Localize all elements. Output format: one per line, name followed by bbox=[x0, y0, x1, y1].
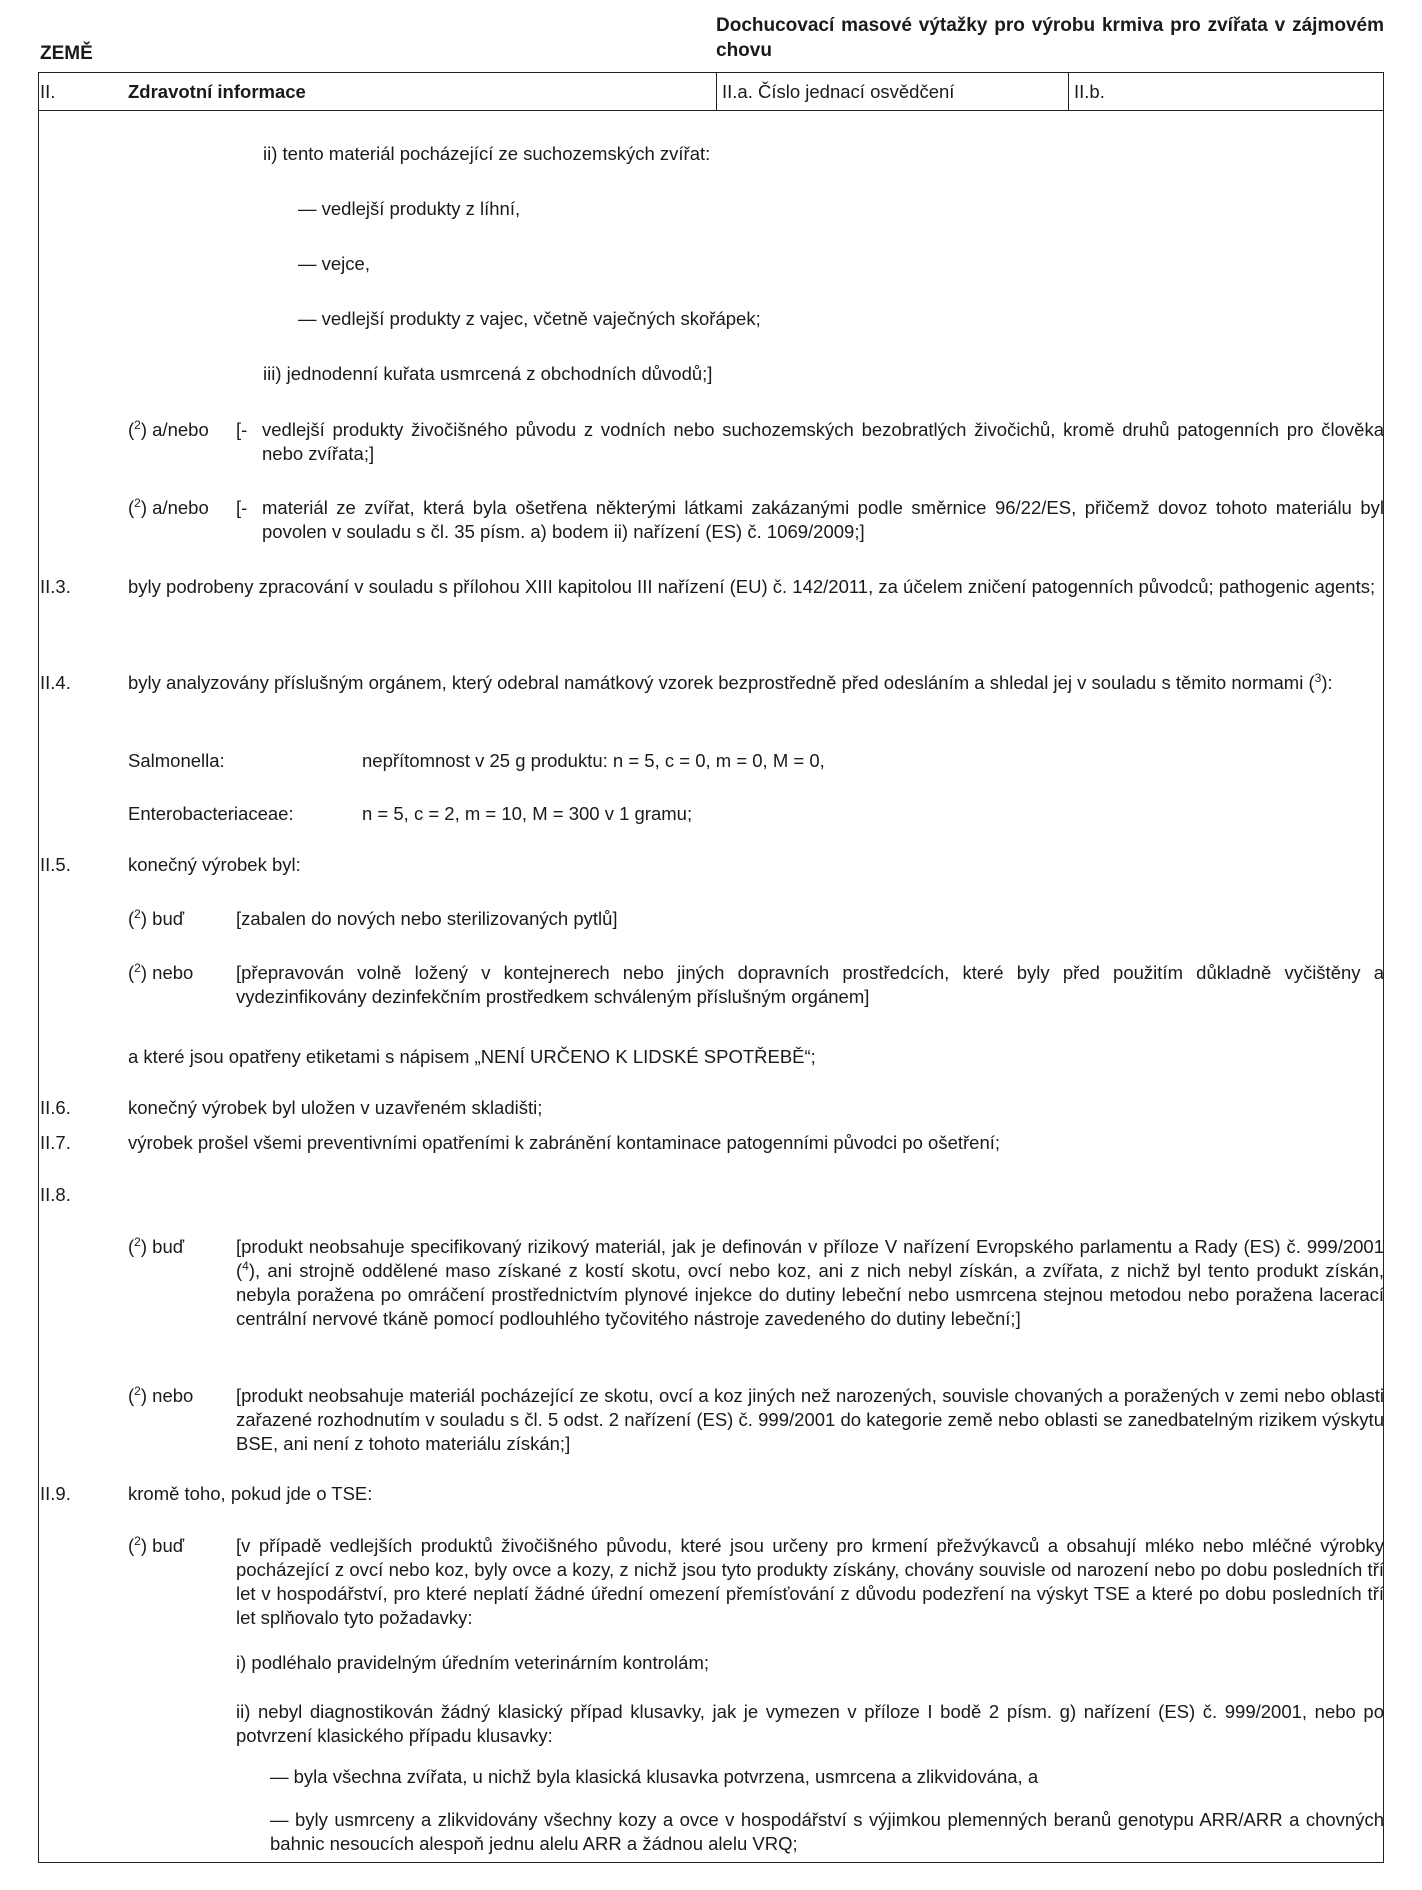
criterion-value: nepřítomnost v 25 g produktu: n = 5, c = 0, m = 0, M = 0, bbox=[362, 750, 825, 771]
criterion-label: Salmonella: bbox=[128, 750, 225, 771]
criterion-label: Enterobacteriaceae: bbox=[128, 803, 294, 824]
sub-item-i: i) podléhalo pravidelným úředním veterinárním kontrolám; bbox=[236, 1652, 709, 1673]
certificate-title: Dochucovací masové výtažky pro výrobu krmiva pro zvířata v zájmovém chovu bbox=[716, 15, 1384, 61]
option-prefix: ($^2$) a/nebo bbox=[128, 417, 209, 440]
header-divider-1 bbox=[716, 72, 717, 110]
header-row-divider bbox=[38, 110, 1384, 111]
option-prefix: ($^2$) a/nebo bbox=[128, 495, 209, 518]
option-prefix: ($^2$) buď bbox=[128, 1234, 185, 1257]
dash-item: — vedlejší produkty z líhní, bbox=[298, 198, 521, 219]
item-ii: ii) tento materiál pocházející ze suchozemských zvířat: bbox=[263, 143, 711, 164]
option-prefix: ($^2$) buď bbox=[128, 1533, 185, 1556]
section-text: kromě toho, pokud jde o TSE: bbox=[128, 1483, 373, 1504]
footnote-ref: 2 bbox=[134, 1383, 141, 1398]
option-bracket: [- bbox=[236, 419, 248, 440]
option-text: [v případě vedlejších produktů živočišného původu, které jsou určeny pro krmení přežvýkavců a obsahují mléko nebo mléčné výrobky pocházející z ovcí nebo koz, byly ovce a kozy, z nichž jsou tyto produkty získány, chovány souvisle od narození nebo po dobu posledních tří let v hospodářství, pro které neplatí žádné úřední omezení přemísťování z důvodu podezření na výskyt TSE a které po dobu posledních tří let splňovalo tyto požadavky: bbox=[236, 1535, 1384, 1629]
footnote-ref: 3 bbox=[1314, 670, 1322, 685]
footnote-ref: 2 bbox=[134, 960, 141, 975]
option-prefix: ($^2$) buď bbox=[128, 906, 185, 929]
option-text: [produkt neobsahuje specifikovaný rizikový materiál, jak je definován v příloze V nařízení Evropského parlamentu a Rady (ES) č. 999/2001 ($^4$), ani strojně oddělené maso získané z kostí skotu, ovcí nebo koz, ani z nich nebyl získán, a zvířata, z nichž byl tento produkt získán, nebyla poražena po omráčení prostřednictvím plynové injekce do dutiny lebeční nebo usmrcena stejnou metodou nebo poražena lacerací centrální nervové tkáně pomocí podlouhlého tyčovitého nástroje zavedeného do dutiny lebeční;] bbox=[236, 1236, 1384, 1330]
sub-item-ii: ii) nebyl diagnostikován žádný klasický případ klusavky, jak je vymezen v příloze I bodě 2 písm. g) nařízení (ES) č. 999/2001, nebo po potvrzení klasického případu klusavky: bbox=[236, 1701, 1384, 1747]
option-bracket: [- bbox=[236, 497, 248, 518]
section-text: konečný výrobek byl uložen v uzavřeném skladišti; bbox=[128, 1097, 543, 1118]
section-text: výrobek prošel všemi preventivními opatřeními k zabránění kontaminace patogenními původci po ošetření; bbox=[128, 1132, 1001, 1153]
section-number: II.3. bbox=[40, 576, 71, 597]
option-text: [produkt neobsahuje materiál pocházející ze skotu, ovcí a koz jiných než narozených, souvisle chovaných a poražených v zemi nebo oblasti zařazené rozhodnutím v souladu s čl. 5 odst. 2 nařízení (ES) č. 999/2001 do kategorie země nebo oblasti se zanedbatelným rizikem výskytu BSE, ani není z tohoto materiálu získán;] bbox=[236, 1385, 1384, 1455]
section-title: Zdravotní informace bbox=[128, 81, 306, 102]
section-text: byly podrobeny zpracování v souladu s přílohou XIII kapitolou III nařízení (EU) č. 142/2011, za účelem zničení patogenních původců; pathogenic agents; bbox=[128, 576, 1376, 597]
criterion-value: n = 5, c = 2, m = 10, M = 300 v 1 gramu; bbox=[362, 803, 693, 824]
option-text: vedlejší produkty živočišného původu z vodních nebo suchozemských bezobratlých živočichů, kromě druhů patogenních pro člověka nebo zvířata;] bbox=[262, 419, 1384, 465]
section-number: II.6. bbox=[40, 1097, 71, 1118]
item-iii: iii) jednodenní kuřata usmrcená z obchodních důvodů;] bbox=[263, 363, 713, 384]
section-text: konečný výrobek byl: bbox=[128, 854, 301, 875]
dash-item: — vedlejší produkty z vajec, včetně vaječných skořápek; bbox=[298, 308, 761, 329]
footnote-ref: 2 bbox=[134, 1234, 141, 1249]
option-prefix: ($^2$) nebo bbox=[128, 960, 194, 983]
dash-item: — vejce, bbox=[298, 253, 370, 274]
reference-number-label: II.a. Číslo jednací osvědčení bbox=[722, 81, 955, 102]
option-text: [přepravován volně ložený v kontejnerech nebo jiných dopravních prostředcích, které byly před použitím důkladně vyčištěny a vydezinfikovány dezinfekčním prostředkem schváleným příslušným orgánem] bbox=[236, 962, 1384, 1008]
section-number: II.8. bbox=[40, 1184, 71, 1205]
footnote-ref: 4 bbox=[242, 1258, 249, 1273]
section-number: II.9. bbox=[40, 1483, 71, 1504]
option-text: [zabalen do nových nebo sterilizovaných pytlů] bbox=[236, 908, 618, 929]
section-text: byly analyzovány příslušným orgánem, který odebral namátkový vzorek bezprostředně před odesláním a shledal jej v souladu s těmito normami ($^3$): bbox=[128, 670, 1333, 693]
section-number: II.5. bbox=[40, 854, 71, 875]
dash-item: — byly usmrceny a zlikvidovány všechny kozy a ovce v hospodářství s výjimkou plemenných beranů genotypu ARR/ARR a chovných bahnic nesoucích alespoň jednu alelu ARR a žádnou alelu VRQ; bbox=[270, 1809, 1384, 1855]
footnote-ref: 2 bbox=[134, 906, 141, 921]
header-divider-2 bbox=[1068, 72, 1069, 110]
label-requirement: a které jsou opatřeny etiketami s nápisem „NENÍ URČENO K LIDSKÉ SPOTŘEBĚ“; bbox=[128, 1046, 816, 1067]
section-number: II. bbox=[40, 81, 56, 102]
footnote-ref: 2 bbox=[134, 417, 141, 432]
footnote-ref: 2 bbox=[134, 1533, 141, 1548]
option-prefix: ($^2$) nebo bbox=[128, 1383, 194, 1406]
section-number: II.4. bbox=[40, 672, 71, 693]
iib-label: II.b. bbox=[1074, 81, 1105, 102]
section-number: II.7. bbox=[40, 1132, 71, 1153]
footnote-ref: 2 bbox=[134, 495, 141, 510]
country-heading: ZEMĚ bbox=[40, 43, 93, 64]
dash-item: — byla všechna zvířata, u nichž byla klasická klusavka potvrzena, usmrcena a zlikvidována, a bbox=[270, 1766, 1039, 1787]
option-text: materiál ze zvířat, která byla ošetřena některými látkami zakázanými podle směrnice 96/22/ES, přičemž dovoz tohoto materiálu byl povolen v souladu s čl. 35 písm. a) bodem ii) nařízení (ES) č. 1069/2009;] bbox=[262, 497, 1384, 543]
